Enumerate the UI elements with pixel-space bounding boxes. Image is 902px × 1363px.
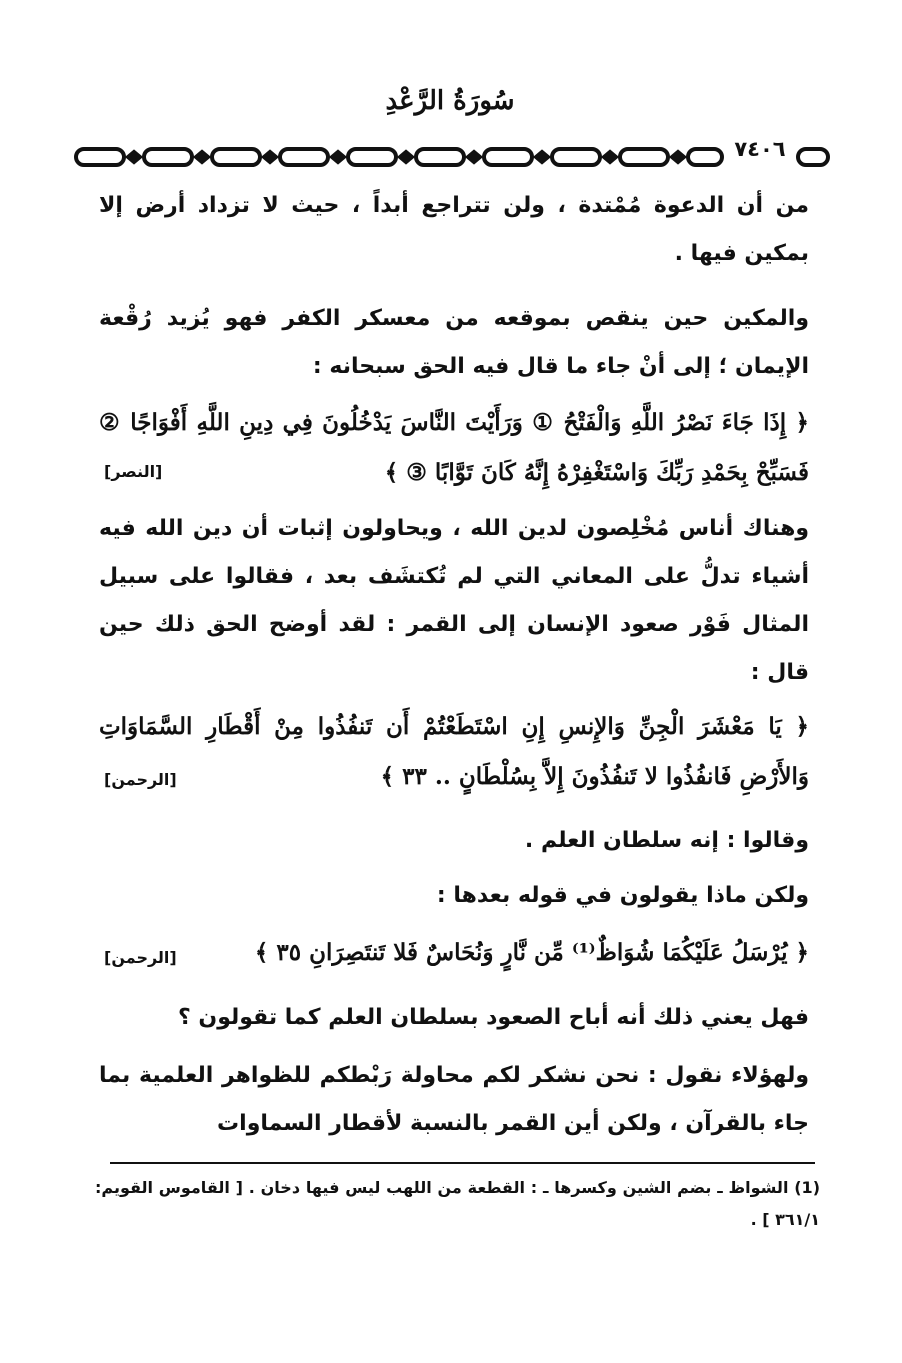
quran-verse-ar-rahman-33: ﴿ يَا مَعْشَرَ الْجِنِّ وَالإِنسِ إِنِ اسْتَطَعْتُمْ أَن تَنفُذُوا مِنْ أَقْطَارِ السَّمَاوَاتِ وَالأَرْضِ فَانفُذُوا لا تَنفُذُونَ إِلاَّ بِسُلْطَانٍ .. ٣٣ ﴾ — [99, 713, 809, 790]
paragraph-6: فهل يعني ذلك أنه أباح الصعود بسلطان العلم كما تقولون ؟ — [178, 1005, 809, 1030]
paragraph-1: من أن الدعوة مُمْتدة ، ولن تتراجع أبداً ، حيث لا تزداد أرض إلا بمكين فيها . — [99, 193, 809, 266]
paragraph-5: ولكن ماذا يقولون في قوله بعدها : — [436, 883, 809, 908]
chain-ornament-divider — [72, 143, 832, 171]
paragraph-7: ولهؤلاء نقول : نحن نشكر لكم محاولة رَبْطكم للظواهر العلمية بما جاء بالقرآن ، ولكن أين القمر بالنسبة لأقطار السماوات — [99, 1063, 809, 1136]
verse-reference-ar-rahman-35: [الرحمن] — [104, 948, 177, 967]
footnote-1: (1) الشواظ ـ بضم الشين وكسرها ـ : القطعة من اللهب ليس فيها دخان . [ القاموس القويم: ٣٦١/١ ] . — [95, 1178, 820, 1229]
surah-title: سُورَةُ الرَّعْدِ — [385, 86, 515, 116]
footnote-separator — [110, 1162, 815, 1164]
page-number: ٧٤٠٦ — [734, 137, 786, 161]
quran-verse-an-nasr: ﴿ إِذَا جَاءَ نَصْرُ اللَّهِ وَالْفَتْحُ ① وَرَأَيْتَ النَّاسَ يَدْخُلُونَ فِي دِينِ اللَّهِ أَفْوَاجًا ② فَسَبِّحْ بِحَمْدِ رَبِّكَ وَاسْتَغْفِرْهُ إِنَّهُ كَانَ تَوَّابًا ③ ﴾ — [99, 409, 809, 486]
paragraph-2: والمكين حين ينقص بموقعه من معسكر الكفر فهو يُزيد رُقْعة الإيمان ؛ إلى أنْ جاء ما قال فيه الحق سبحانه : — [99, 306, 809, 379]
quran-verse-ar-rahman-35: ﴿ يُرْسَلُ عَلَيْكُمَا شُوَاظٌ⁽¹⁾ مِّن نَّارٍ وَنُحَاسٌ فَلا تَنتَصِرَانِ ٣٥ ﴾ — [254, 939, 809, 966]
paragraph-3: وهناك أناس مُخْلِصون لدين الله ، ويحاولون إثبات أن دين الله فيه أشياء تدلُّ على المعاني التي لم تُكتشَف بعد ، فقالوا على سبيل المثال فَوْر صعود الإنسان إلى القمر : لقد أوضح الحق ذلك حين قال : — [99, 516, 809, 685]
paragraph-4: وقالوا : إنه سلطان العلم . — [524, 828, 809, 853]
verse-reference-ar-rahman-33: [الرحمن] — [104, 770, 177, 789]
verse-reference-an-nasr: [النصر] — [104, 462, 163, 481]
